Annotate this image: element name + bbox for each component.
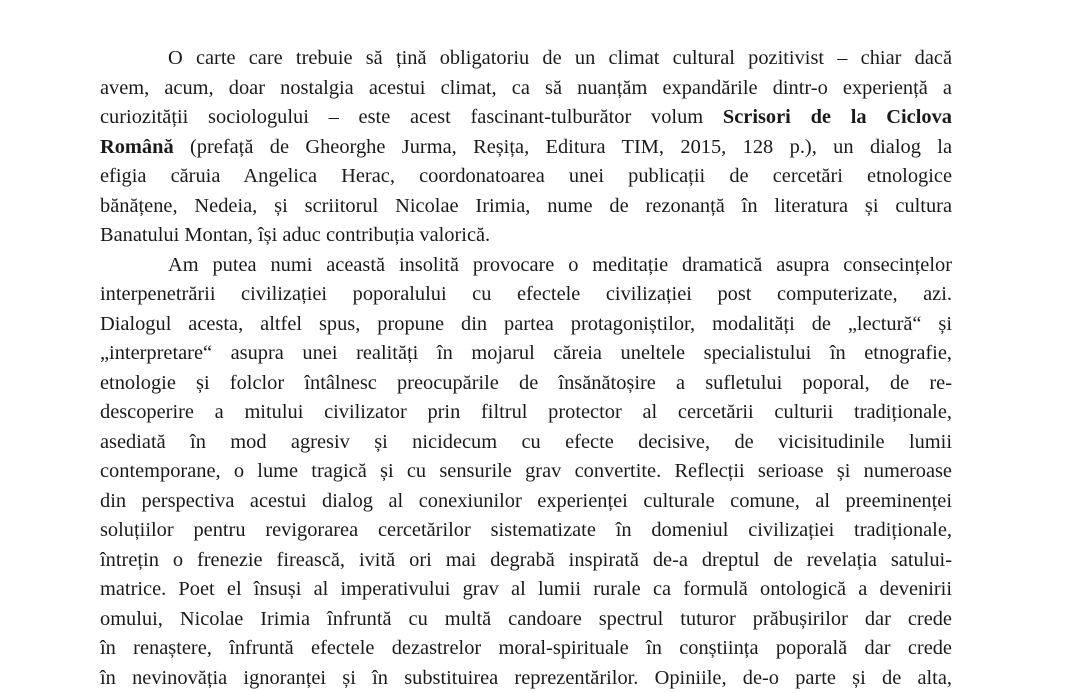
paragraph: [100, 44, 952, 251]
text-line: [100, 575, 952, 605]
text-line: [100, 457, 952, 487]
text-line: [100, 221, 952, 251]
text-run: asediată în mod agresiv și nicidecum cu efecte decisive, de vicisitudinile lumii: [100, 431, 952, 453]
text-run: „interpretare“ asupra unei realități în mojarul căreia uneltele specialistului în etnografie,: [100, 342, 952, 364]
text-line: [100, 369, 952, 399]
text-line: [100, 192, 952, 222]
text-run: descoperire a mitului civilizator prin filtrul protector al cercetării culturii tradiționale,: [100, 401, 952, 423]
text-run: Banatului Montan, își aduc contribuția valorică.: [100, 224, 490, 246]
text-line: [100, 251, 952, 281]
text-line: [100, 339, 952, 369]
text-line: [100, 162, 952, 192]
text-run: bănățene, Nedeia, și scriitorul Nicolae Irimia, nume de rezonanță în literatura și cultura: [100, 195, 952, 217]
text-run: soluțiilor pentru revigorarea cercetărilor sistematizate în domeniul civilizației tradiționale,: [100, 519, 952, 541]
text-run: matrice. Poet el însuși al imperativului grav al lumii rurale ca formulă ontologică a devenirii: [100, 578, 952, 600]
text-run: contemporane, o lume tragică și cu sensurile grav convertite. Reflecții serioase și numeroase: [100, 460, 952, 482]
text-run: etnologie și folclor întâlnesc preocupările de însănătoșire a sufletului poporal, de re-: [100, 372, 952, 394]
text-line: [100, 133, 952, 163]
text-run: în nevinovăția ignoranței și în substituirea reprezentărilor. Opiniile, de-o parte și de alta,: [100, 667, 952, 689]
text-run: efigia căruia Angelica Herac, coordonatoarea unei publicații de cercetări etnologice: [100, 165, 952, 187]
text-line: [100, 664, 952, 693]
text-run: avem, acum, doar nostalgia acestui climat, ca să nuanțăm expandările dintr-o experiență a: [100, 77, 952, 99]
text-run: curiozității sociologului – este acest fascinant-tulburător volum: [100, 106, 723, 128]
text-line: [100, 74, 952, 104]
text-line: [100, 44, 952, 74]
text-line: [100, 487, 952, 517]
text-run: omului, Nicolae Irimia înfruntă cu multă candoare spectrul tuturor prăbușirilor dar crede: [100, 608, 952, 630]
text-line: [100, 546, 952, 576]
body-text: [100, 44, 952, 693]
text-line: [100, 280, 952, 310]
text-run: O carte care trebuie să țină obligatoriu de un climat cultural pozitivist – chiar dacă: [168, 47, 952, 69]
text-line: [100, 310, 952, 340]
text-run: interpenetrării civilizației poporalului cu efectele civilizației post computerizate, azi.: [100, 283, 952, 305]
text-line: [100, 398, 952, 428]
text-line: [100, 428, 952, 458]
text-line: [100, 634, 952, 664]
text-run: (prefață de Gheorghe Jurma, Reșița, Editura TIM, 2015, 128 p.), un dialog la: [174, 136, 952, 158]
paragraph: [100, 251, 952, 693]
text-run: Dialogul acesta, altfel spus, propune din partea protagoniștilor, modalități de „lectură“ și: [100, 313, 952, 335]
book-title: Scrisori de la Ciclova: [723, 106, 952, 128]
text-line: [100, 103, 952, 133]
text-line: [100, 516, 952, 546]
text-run: din perspectiva acestui dialog al conexiunilor experienței culturale comune, al preeminenței: [100, 490, 952, 512]
text-line: [100, 605, 952, 635]
book-title: Română: [100, 136, 174, 158]
text-run: în renaștere, înfruntă efectele dezastrelor moral-spirituale în conștiința poporală dar crede: [100, 637, 952, 659]
text-run: Am putea numi această insolită provocare o meditație dramatică asupra consecințelor: [168, 254, 952, 276]
text-run: întrețin o frenezie firească, ivită ori mai degrabă inspirată de-a dreptul de revelația satului-: [100, 549, 952, 571]
